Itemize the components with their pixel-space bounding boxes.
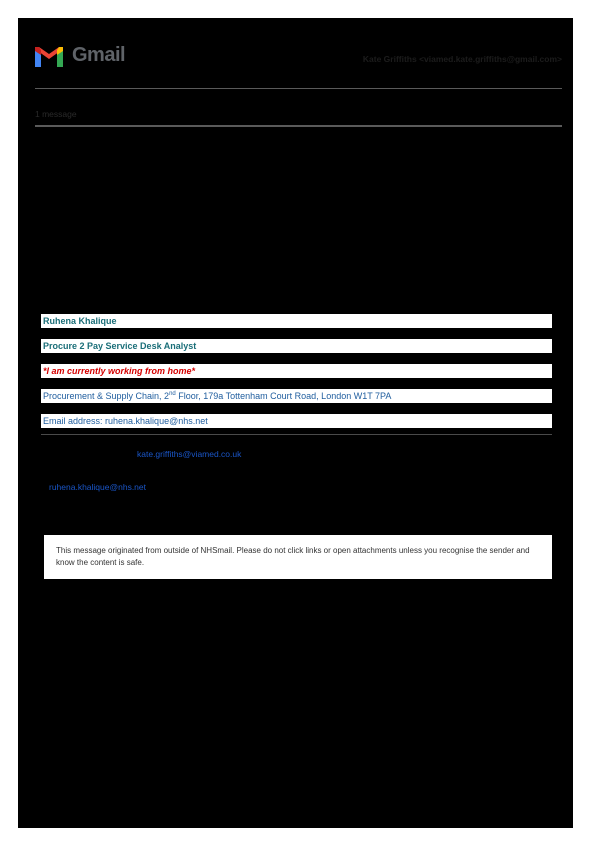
email-header [18,18,573,88]
address-superscript: nd [169,391,176,397]
thread-divider [35,125,562,127]
sender-address: Kate Griffiths <viamed.kate.griffiths@gmail.com> [362,54,562,64]
signature-job-title: Procure 2 Pay Service Desk Analyst [41,339,552,353]
address-suffix: Floor, 179a Tottenham Court Road, London W1T 7PA [175,391,392,401]
signature-name: Ruhena Khalique [41,314,552,328]
message-count: 1 message [35,109,77,119]
gmail-wordmark: Gmail [72,44,126,66]
signature-working-note: *I am currently working from home* [41,364,552,378]
email-page [18,18,573,828]
header-divider [35,88,562,89]
ruhena-email-link[interactable]: ruhena.khalique@nhs.net [49,482,147,492]
signature-email: Email address: ruhena.khalique@nhs.net [41,414,552,428]
signature-address [41,389,552,403]
kate-email-link[interactable]: kate.griffiths@viamed.co.uk [137,449,242,459]
gmail-logo-icon [33,45,65,69]
signature-divider [41,434,552,435]
external-warning-banner: This message originated from outside of NHSmail. Please do not click links or open attachments unless you recognise the sender and know the content is safe. [44,535,552,579]
address-prefix: Procurement & Supply Chain, 2 [43,391,170,401]
